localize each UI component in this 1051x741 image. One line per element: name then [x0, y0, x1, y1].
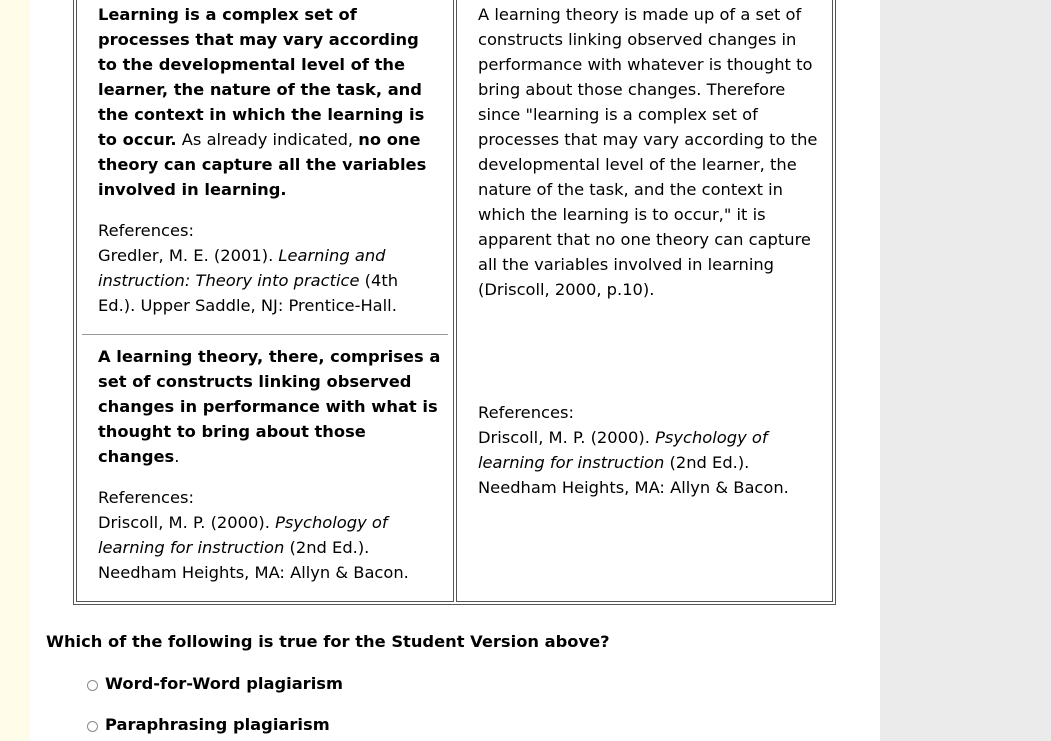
- option-paraphrasing[interactable]: [87, 715, 330, 734]
- student-para2-end: .: [174, 447, 180, 466]
- student-para1-bold-lead: Learning is a complex set of processes that may vary according to the developmental level of the learner, the nature of the task, and the context in which the learning is to occur.: [98, 5, 425, 149]
- reference-title: Psychology of learning for instruction: [98, 513, 388, 557]
- reference-details: (4th Ed.). Upper Saddle, NJ: Prentice-Hall.: [98, 271, 399, 315]
- student-version-cell: [76, 0, 454, 602]
- option-word-for-word[interactable]: [87, 674, 343, 693]
- reference-author: Driscoll, M. P. (2000).: [98, 513, 276, 532]
- reference-title: Psychology of learning for instruction: [478, 428, 768, 472]
- original-source-cell: [456, 0, 833, 602]
- references-label: References:: [478, 403, 574, 422]
- option-label[interactable]: Paraphrasing plagiarism: [105, 715, 330, 734]
- main-content: [30, 0, 880, 741]
- left-margin-stripe: [0, 0, 30, 741]
- cell-divider: [82, 334, 448, 335]
- student-references-1: [98, 218, 418, 318]
- radio-button[interactable]: [87, 680, 98, 691]
- radio-button[interactable]: [87, 721, 98, 732]
- student-para1-bold-tail: no one theory can capture all the variables involved in learning.: [98, 130, 427, 199]
- reference-author: Gredler, M. E. (2001).: [98, 246, 279, 265]
- student-para2-bold: A learning theory, there, comprises a set of constructs linking observed changes in performance with what is thought to bring about those changes: [98, 347, 441, 466]
- student-paragraph-2: [98, 344, 443, 469]
- reference-author: Driscoll, M. P. (2000).: [478, 428, 656, 447]
- references-label: References:: [98, 221, 194, 240]
- reference-title: Learning and instruction: Theory into practice: [98, 246, 386, 290]
- student-para1-middle: As already indicated,: [176, 130, 359, 149]
- reference-details: (2nd Ed.). Needham Heights, MA: Allyn & Bacon.: [98, 538, 409, 582]
- reference-details: (2nd Ed.). Needham Heights, MA: Allyn & Bacon.: [478, 453, 789, 497]
- student-references-2: [98, 485, 418, 585]
- question-prompt: Which of the following is true for the Student Version above?: [46, 632, 610, 651]
- references-label: References:: [98, 488, 194, 507]
- comparison-table: [73, 0, 836, 605]
- option-label[interactable]: Word-for-Word plagiarism: [105, 674, 343, 693]
- student-paragraph-1: [98, 2, 438, 202]
- original-references: [478, 400, 808, 500]
- original-paragraph: A learning theory is made up of a set of constructs linking observed changes in performance with whatever is thought to bring about those changes. Therefore since "learning is a complex set of processes that may vary according to the developmental level of the learner, the nature of the task, and the context in which the learning is to occur," it is apparent that no one theory can capture all the variables involved in learning (Driscoll, 2000, p.10).: [478, 5, 818, 299]
